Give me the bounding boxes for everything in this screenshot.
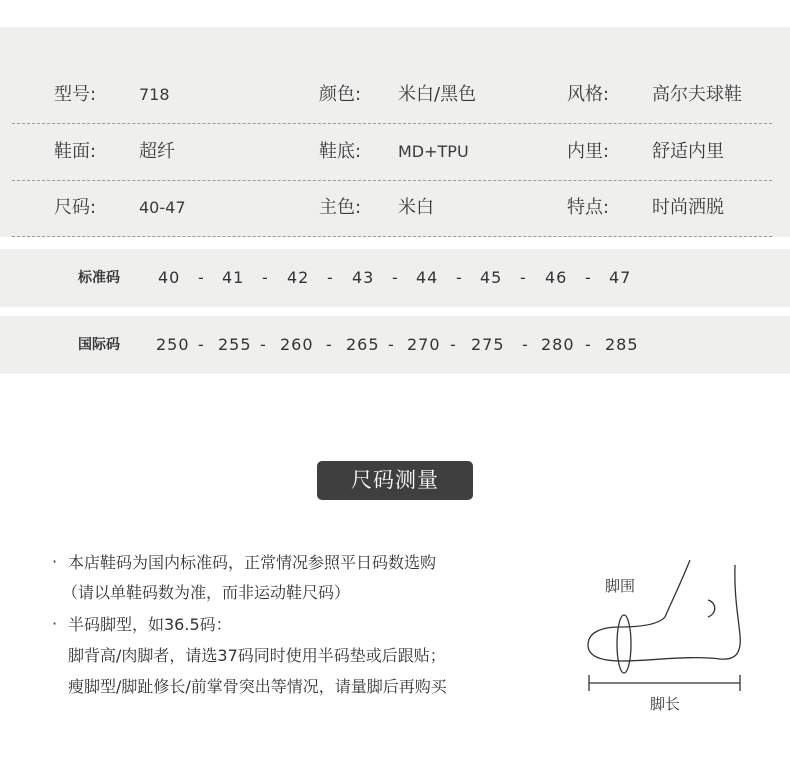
spec-value: 米白/黑色	[398, 84, 477, 105]
size-cell: 280	[541, 335, 575, 354]
size-cell: 275	[471, 335, 505, 354]
size-cell: 46	[545, 268, 568, 287]
size-dash: -	[327, 268, 334, 287]
size-cell: 260	[280, 335, 314, 354]
size-dash: -	[198, 268, 205, 287]
international-size-row	[0, 316, 790, 374]
size-dash: -	[262, 268, 269, 287]
spec-row	[12, 67, 772, 124]
size-dash: -	[585, 268, 592, 287]
spec-value: 718	[139, 85, 170, 104]
spec-label: 特点:	[567, 197, 610, 218]
size-dash: -	[198, 335, 205, 354]
size-dash: -	[450, 335, 457, 354]
foot-length-label: 脚长	[650, 695, 681, 713]
size-cell: 255	[218, 335, 252, 354]
spec-label: 颜色:	[319, 84, 362, 105]
spec-label: 尺码:	[54, 197, 97, 218]
size-cell: 45	[480, 268, 503, 287]
spec-label: 鞋面:	[54, 141, 97, 162]
bullet-dot: ·	[52, 614, 58, 633]
measure-title: 尺码测量	[317, 461, 473, 500]
size-cell: 47	[609, 268, 632, 287]
size-dash: -	[522, 335, 529, 354]
size-cell: 43	[352, 268, 375, 287]
spec-label: 风格:	[567, 84, 610, 105]
size-dash: -	[585, 335, 592, 354]
size-cell: 40	[158, 268, 181, 287]
size-cell: 265	[346, 335, 380, 354]
size-dash: -	[520, 268, 527, 287]
spec-label: 主色:	[319, 197, 362, 218]
size-cell: 270	[407, 335, 441, 354]
spec-value: 超纤	[139, 141, 175, 162]
size-dash: -	[326, 335, 333, 354]
measure-note: 半码脚型，如36.5码：	[68, 615, 232, 634]
size-dash: -	[260, 335, 267, 354]
spec-value: 40-47	[139, 198, 186, 217]
measure-note: （请以单鞋码数为准，而非运动鞋尺码）	[62, 583, 351, 602]
measure-note: 脚背高/肉脚者，请选37码同时使用半码垫或后跟贴；	[68, 646, 446, 665]
foot-girth-label: 脚围	[605, 577, 636, 595]
size-dash: -	[388, 335, 395, 354]
spec-label: 型号:	[54, 84, 97, 105]
spec-row	[12, 124, 772, 181]
size-cell: 285	[605, 335, 639, 354]
standard-size-row	[0, 249, 790, 307]
spec-value: MD+TPU	[398, 142, 469, 161]
size-cell: 250	[156, 335, 190, 354]
spec-value: 高尔夫球鞋	[652, 84, 742, 105]
measure-note: 本店鞋码为国内标准码，正常情况参照平日码数选购	[68, 553, 437, 572]
size-dash: -	[456, 268, 463, 287]
spec-value: 时尚洒脱	[652, 197, 724, 218]
measure-note: 瘦脚型/脚趾修长/前掌骨突出等情况，请量脚后再购买	[68, 677, 447, 696]
standard-size-label: 标准码	[78, 270, 120, 286]
size-cell: 41	[222, 268, 245, 287]
spec-label: 鞋底:	[319, 141, 362, 162]
spec-row	[12, 180, 772, 237]
foot-measure-diagram	[580, 555, 760, 725]
spec-value: 舒适内里	[652, 141, 724, 162]
size-dash: -	[392, 268, 399, 287]
size-cell: 44	[416, 268, 439, 287]
spec-value: 米白	[398, 197, 434, 218]
size-cell: 42	[287, 268, 310, 287]
bullet-dot: ·	[52, 552, 58, 571]
spec-panel	[0, 27, 790, 237]
international-size-label: 国际码	[78, 337, 120, 353]
spec-label: 内里:	[567, 141, 610, 162]
